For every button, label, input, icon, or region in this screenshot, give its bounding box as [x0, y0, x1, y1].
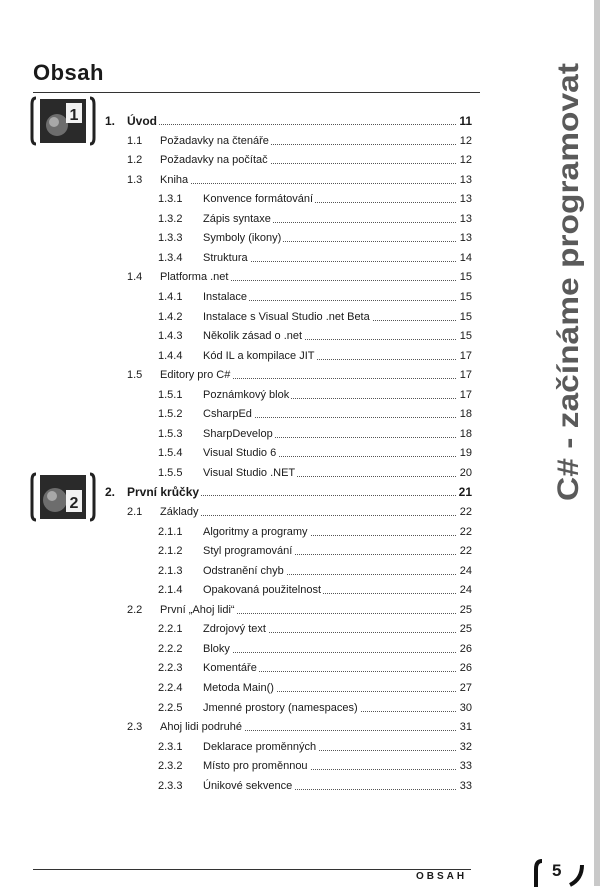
toc-entry-page: 13 [457, 228, 472, 248]
footer-rule [33, 869, 471, 870]
toc-entry-number: 1.5.1 [158, 388, 183, 401]
toc-entry-page: 18 [457, 404, 472, 424]
toc-entry [158, 228, 472, 248]
toc-entry [158, 776, 472, 796]
toc-entry-page: 19 [457, 443, 472, 463]
toc-entry-page: 25 [457, 600, 472, 620]
toc-entry [158, 326, 472, 346]
toc-entry [158, 678, 472, 698]
toc-entry-number: 1.1 [127, 134, 143, 147]
toc-entry [158, 287, 472, 307]
toc-entry-page: 27 [457, 678, 472, 698]
toc-entry-title: Komentáře [203, 658, 259, 678]
toc-entry [105, 482, 472, 502]
toc-entry-title: Zápis syntaxe [203, 209, 273, 229]
toc-entry [127, 365, 472, 385]
toc-entry-title: Visual Studio .NET [203, 463, 297, 483]
toc-entry [158, 209, 472, 229]
toc-entry-number: 1.4.4 [158, 349, 183, 362]
book-title-text: C# - začínáme programovat [552, 109, 585, 501]
toc-entry-number: 2.2.4 [158, 681, 183, 694]
toc-entry-number: 2.2.5 [158, 701, 183, 714]
toc-entry-title: Instalace [203, 287, 249, 307]
toc-entry-number: 2.3.3 [158, 779, 183, 792]
toc-entry-page: 15 [457, 287, 472, 307]
toc-leader-dots [160, 183, 458, 184]
toc-entry-page: 33 [457, 776, 472, 796]
toc-entry-page: 15 [457, 326, 472, 346]
toc-entry-page: 13 [457, 209, 472, 229]
toc-entry-title: Symboly (ikony) [203, 228, 283, 248]
toc-entry [158, 541, 472, 561]
toc-entry-title: Konvence formátování [203, 189, 315, 209]
toc-entry-number: 1.4.3 [158, 330, 183, 343]
toc-entry-number: 2.1.3 [158, 564, 183, 577]
toc-entry-title: Místo pro proměnnou [203, 756, 310, 776]
toc-entry-page: 22 [457, 502, 472, 522]
toc-entry-page: 24 [457, 580, 472, 600]
toc-entry [158, 189, 472, 209]
toc-entry-title: Platforma .net [160, 267, 230, 287]
toc-entry-title: Opakovaná použitelnost [203, 580, 323, 600]
toc-entry-title: Kód IL a kompilace JIT [203, 346, 316, 366]
toc-entry-title: CsharpEd [203, 404, 254, 424]
toc-entry-number: 2.2 [127, 603, 143, 616]
toc-entry-number: 2.1 [127, 506, 143, 518]
toc-entry [127, 131, 472, 151]
toc-entry [158, 443, 472, 463]
toc-entry-title: Deklarace proměnných [203, 737, 318, 757]
toc-entry [158, 522, 472, 542]
toc-entry [158, 619, 472, 639]
toc-entry-number: 2.1.1 [158, 525, 183, 538]
book-title-vertical [532, 55, 600, 505]
toc-entry [158, 561, 472, 581]
toc-entry-page: 26 [457, 658, 472, 678]
toc-entry-page: 15 [457, 307, 472, 327]
toc-entry-page: 25 [457, 619, 472, 639]
toc-entry-page: 26 [457, 639, 472, 659]
toc-entry-title: Požadavky na čtenáře [160, 131, 271, 151]
toc-entry-title: Struktura [203, 248, 250, 268]
toc-entry-page: 18 [457, 424, 472, 444]
toc-entry-number: 2.1.2 [158, 545, 183, 558]
toc-entry-page: 31 [457, 717, 472, 737]
toc-entry [158, 424, 472, 444]
toc-leader-dots [203, 652, 458, 653]
toc-entry-page: 22 [457, 522, 472, 542]
toc-entry [158, 463, 472, 483]
toc-entry [158, 658, 472, 678]
toc-entry-number: 2. [105, 485, 116, 500]
page-number-box [530, 855, 590, 887]
toc-entry [127, 600, 472, 620]
toc-entry-title: Kniha [160, 170, 190, 190]
toc-entry [127, 150, 472, 170]
toc-entry-page: 11 [456, 111, 472, 131]
toc-entry-number: 1.4.2 [158, 310, 183, 323]
toc-entry-page: 14 [457, 248, 472, 268]
toc-entry-page: 21 [456, 482, 472, 502]
toc-entry [158, 639, 472, 659]
toc-entry-page: 33 [457, 756, 472, 776]
toc-entry-title: Únikové sekvence [203, 776, 294, 796]
toc-entry-title: Odstranění chyb [203, 561, 286, 581]
toc-entry [127, 502, 472, 522]
toc-entry [105, 111, 472, 131]
toc-entry [158, 385, 472, 405]
toc-leader-dots [160, 515, 458, 516]
toc-entry-number: 2.2.2 [158, 642, 183, 655]
toc-entry [158, 307, 472, 327]
title-rule [33, 92, 480, 93]
toc-entry-page: 22 [457, 541, 472, 561]
toc-entry-title: Několik zásad o .net [203, 326, 304, 346]
toc-entry-page: 17 [457, 346, 472, 366]
toc-entry-number: 2.3.1 [158, 740, 183, 753]
toc-entry-title: Poznámkový blok [203, 385, 291, 405]
toc-entry-number: 1.5 [127, 369, 143, 382]
chapter-2-icon-number: 2 [69, 495, 79, 512]
toc-leader-dots [127, 124, 458, 125]
toc-entry-number: 2.3 [127, 721, 143, 734]
toc-entry [158, 248, 472, 268]
toc-entry-title: Metoda Main() [203, 678, 276, 698]
toc-entry-title: Jmenné prostory (namespaces) [203, 698, 360, 718]
toc-entry [158, 737, 472, 757]
toc-entry-page: 17 [457, 385, 472, 405]
toc-entry [158, 404, 472, 424]
chapter-1-icon-number: 1 [69, 107, 79, 124]
toc-entry-title: Algoritmy a programy [203, 522, 310, 542]
toc-entry-number: 1.2 [127, 154, 143, 167]
toc-entry-page: 32 [457, 737, 472, 757]
toc-entry [127, 717, 472, 737]
toc-entry-number: 1. [105, 114, 116, 128]
toc-entry-number: 1.5.4 [158, 447, 183, 460]
toc-entry-number: 1.4 [127, 271, 143, 284]
toc-entry-number: 2.1.4 [158, 584, 183, 597]
toc-entry [158, 698, 472, 718]
toc-entry-title: Požadavky na počítač [160, 150, 270, 170]
toc-entry-title: Základy [160, 502, 201, 522]
toc-entry [127, 267, 472, 287]
toc-entry-title: První krůčky [127, 482, 201, 502]
toc-entry-title: Styl programování [203, 541, 294, 561]
toc-entry-number: 2.3.2 [158, 760, 183, 773]
toc-entry-title: Instalace s Visual Studio .net Beta [203, 307, 372, 327]
toc-entry-title: Bloky [203, 639, 232, 659]
toc-entry-title: Zdrojový text [203, 619, 268, 639]
toc-entry-number: 1.5.5 [158, 466, 183, 479]
chapter-2-icon [30, 470, 96, 524]
toc-entry-page: 17 [457, 365, 472, 385]
toc-entry-number: 1.3.2 [158, 212, 183, 225]
toc-entry-page: 15 [457, 267, 472, 287]
toc-entry-number: 1.3.3 [158, 232, 183, 245]
toc-entry-title: Editory pro C# [160, 365, 232, 385]
toc-entry-page: 13 [457, 189, 472, 209]
toc-entry-number: 1.5.2 [158, 408, 183, 421]
toc-entry-number: 2.2.3 [158, 662, 183, 675]
footer-label: OBSAH [416, 871, 468, 882]
chapter-1-icon [30, 94, 96, 148]
toc-entry-page: 30 [457, 698, 472, 718]
toc-entry-page: 12 [457, 131, 472, 151]
toc-entry-number: 1.3.4 [158, 251, 183, 264]
toc-entry-number: 1.3 [127, 173, 143, 186]
toc-entry-title: SharpDevelop [203, 424, 275, 444]
page-title: Obsah [33, 60, 104, 85]
toc-entry-number: 1.4.1 [158, 290, 183, 303]
toc-entry-title: První „Ahoj lidi“ [160, 600, 237, 620]
toc-entry [158, 756, 472, 776]
toc-entry-page: 20 [457, 463, 472, 483]
toc-entry-page: 13 [457, 170, 472, 190]
toc-entry-title: Ahoj lidi podruhé [160, 717, 244, 737]
toc-entry-number: 1.3.1 [158, 193, 183, 206]
toc-entry-number: 2.2.1 [158, 623, 183, 636]
toc-entry-page: 12 [457, 150, 472, 170]
toc-entry [158, 580, 472, 600]
toc-entry-title: Visual Studio 6 [203, 443, 278, 463]
toc-entry [127, 170, 472, 190]
toc-entry [158, 346, 472, 366]
toc-entry-page: 24 [457, 561, 472, 581]
page-number: 5 [552, 861, 562, 880]
toc-entry-number: 1.5.3 [158, 427, 183, 440]
toc-entry-title: Úvod [127, 111, 159, 131]
